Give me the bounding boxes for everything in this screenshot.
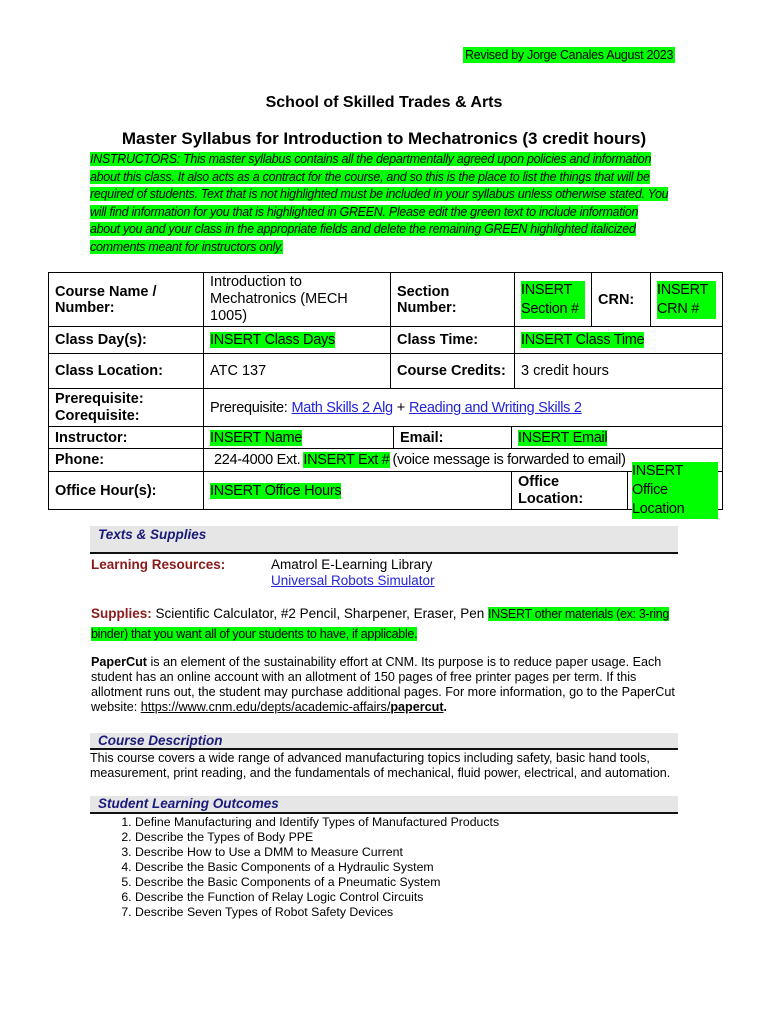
prereq-prefix: Prerequisite:	[210, 399, 288, 416]
prereq-plus: +	[396, 399, 405, 416]
learning-outcomes-list	[90, 815, 499, 920]
course-name-label: Course Name / Number:	[48, 272, 204, 327]
universal-robots-link[interactable]: Universal Robots Simulator	[271, 573, 435, 588]
days-label: Class Day(s):	[48, 326, 204, 354]
papercut-end: .	[443, 700, 448, 714]
email-value: INSERT Email	[518, 429, 608, 446]
crn-label: CRN:	[591, 272, 651, 327]
school-name: School of Skilled Trades & Arts	[265, 94, 503, 111]
outcome-item: 2. Describe the Types of Body PPE	[135, 830, 499, 845]
office-location-value: INSERT Office Location	[632, 462, 718, 519]
papercut-link[interactable]	[141, 700, 444, 714]
papercut-url: https://www.cnm.edu/depts/academic-affairs/	[140, 700, 391, 714]
course-description-heading: Course Description	[90, 733, 678, 750]
outcome-item: 5. Describe the Basic Components of a Pneumatic System	[135, 875, 499, 890]
course-name-value: Introduction to Mechatronics (MECH 1005)	[203, 272, 391, 327]
resource-amatrol: Amatrol E-Learning Library	[271, 557, 433, 572]
office-location-label: Office Location:	[511, 471, 628, 510]
phone-label: Phone:	[48, 448, 204, 472]
instructor-instructions: INSTRUCTORS: This master syllabus contains all the departmentally agreed upon policies and information about this class. It also acts as a contract for the course, and so this is the place to list the things that will be required of students. Text that is not highlighted must be included in your syllabus unless otherwise stated. You will find information for you that is highlighted in GREEN. Please edit the green text to include information about you and your class in the appropriate fields and delete the remaining GREEN highlighted italicized comments meant for instructors only.	[90, 152, 669, 254]
location-value: ATC 137	[203, 353, 391, 389]
supplies-insert: INSERT other materials (ex: 3-ring binder) that you want all of your students to have, if applicable.	[91, 607, 670, 641]
section-value: INSERT Section #	[521, 281, 585, 319]
prereq-value	[203, 388, 723, 427]
crn-value: INSERT CRN #	[657, 281, 716, 319]
instructor-value: INSERT Name	[210, 429, 303, 446]
phone-number: 224-4000 Ext.	[214, 452, 301, 468]
office-hours-label: Office Hour(s):	[48, 471, 204, 510]
texts-supplies-heading: Texts & Supplies	[90, 526, 678, 554]
papercut-paragraph	[91, 655, 681, 715]
course-description-text: This course covers a wide range of advanced manufacturing topics including safety, basic hand tools, measurement, print reading, and the fundamentals of mechanical, fluid power, electrical, and automation.	[90, 751, 671, 780]
days-value: INSERT Class Days	[210, 332, 335, 348]
learning-resources-label: Learning Resources:	[91, 557, 226, 572]
instructor-label: Instructor:	[48, 426, 204, 449]
email-label: Email:	[393, 426, 512, 449]
papercut-bold: PaperCut	[91, 655, 147, 669]
supplies-label: Supplies:	[91, 606, 152, 621]
prereq-label: Prerequisite: Corequisite:	[48, 388, 204, 427]
papercut-text: is an element of the sustainability effort at CNM. Its purpose is to reduce paper usage. Each student has an online account with an allotment of 150 pages of free printer pages per term. If this allotment runs out, the student may purchase additional pages. For more information, go to the PaperCut website:	[91, 655, 675, 714]
time-label: Class Time:	[390, 326, 515, 354]
papercut-url-bold: papercut	[390, 700, 444, 714]
location-label: Class Location:	[48, 353, 204, 389]
phone-note: (voice message is forwarded to email)	[392, 452, 626, 468]
phone-ext: INSERT Ext #	[303, 452, 390, 468]
page-title: Master Syllabus for Introduction to Mechatronics (3 credit hours)	[121, 129, 647, 148]
credits-label: Course Credits:	[390, 353, 515, 389]
supplies-list: Scientific Calculator, #2 Pencil, Sharpener, Eraser, Pen	[155, 606, 485, 621]
math-skills-link[interactable]: Math Skills 2 Alg	[291, 399, 393, 416]
revision-note: Revised by Jorge Canales August 2023	[465, 48, 674, 62]
time-value: INSERT Class Time	[521, 332, 645, 348]
outcome-item: 1. Define Manufacturing and Identify Types of Manufactured Products	[135, 815, 499, 830]
office-hours-value: INSERT Office Hours	[210, 482, 342, 499]
outcome-item: 7. Describe Seven Types of Robot Safety Devices	[135, 905, 499, 920]
outcome-item: 6. Describe the Function of Relay Logic Control Circuits	[135, 890, 499, 905]
outcome-item: 4. Describe the Basic Components of a Hydraulic System	[135, 860, 499, 875]
reading-writing-link[interactable]: Reading and Writing Skills 2	[408, 399, 582, 416]
learning-outcomes-heading: Student Learning Outcomes	[90, 796, 678, 814]
credits-value: 3 credit hours	[514, 353, 723, 389]
outcome-item: 3. Describe How to Use a DMM to Measure Current	[135, 845, 499, 860]
section-label: Section Number:	[390, 272, 515, 327]
